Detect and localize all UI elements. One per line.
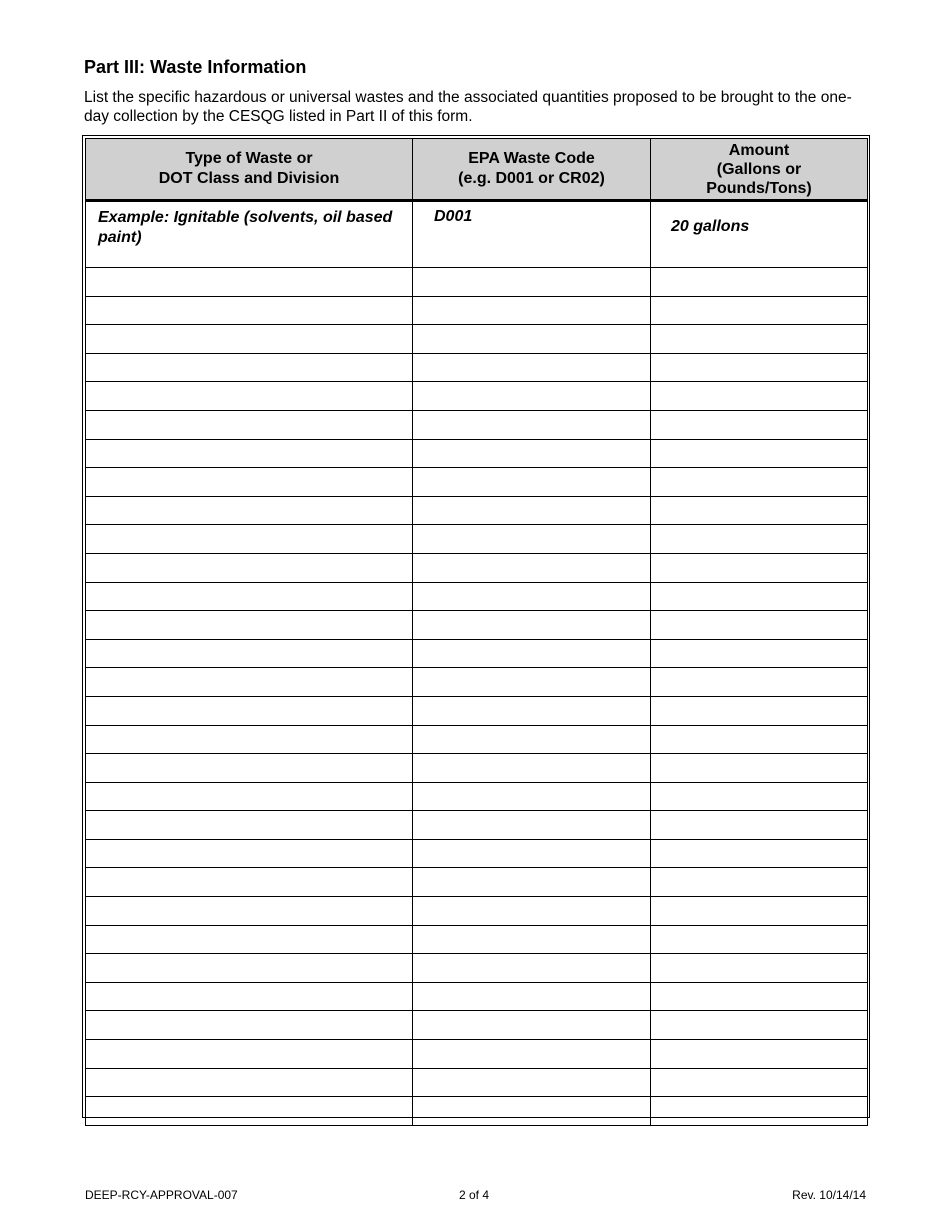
table-row xyxy=(86,696,868,725)
waste-type-cell[interactable] xyxy=(86,782,413,811)
example-epa-code: D001 xyxy=(413,202,651,268)
waste-type-cell[interactable] xyxy=(86,382,413,411)
table-row xyxy=(86,468,868,497)
epa-code-cell[interactable] xyxy=(413,1011,651,1040)
waste-type-cell[interactable] xyxy=(86,496,413,525)
table-row xyxy=(86,668,868,697)
epa-code-cell[interactable] xyxy=(413,496,651,525)
table-row xyxy=(86,268,868,297)
table-row xyxy=(86,353,868,382)
header-waste-type xyxy=(86,139,413,201)
amount-cell[interactable] xyxy=(651,696,868,725)
table-row xyxy=(86,1040,868,1069)
epa-code-cell[interactable] xyxy=(413,353,651,382)
epa-code-cell[interactable] xyxy=(413,696,651,725)
waste-type-cell[interactable] xyxy=(86,925,413,954)
amount-cell[interactable] xyxy=(651,1011,868,1040)
epa-code-cell[interactable] xyxy=(413,668,651,697)
table-row xyxy=(86,982,868,1011)
table-row xyxy=(86,325,868,354)
epa-code-cell[interactable] xyxy=(413,925,651,954)
header-waste-type-line2: DOT Class and Division xyxy=(158,170,340,187)
table-row xyxy=(86,754,868,783)
waste-type-cell[interactable] xyxy=(86,325,413,354)
epa-code-cell[interactable] xyxy=(413,639,651,668)
waste-type-cell[interactable] xyxy=(86,982,413,1011)
table-row xyxy=(86,582,868,611)
amount-cell[interactable] xyxy=(651,296,868,325)
amount-cell[interactable] xyxy=(651,611,868,640)
epa-code-cell[interactable] xyxy=(413,468,651,497)
page-number: 2 of 4 xyxy=(459,1188,490,1202)
epa-code-cell[interactable] xyxy=(413,1068,651,1097)
waste-type-cell[interactable] xyxy=(86,754,413,783)
table-row xyxy=(86,782,868,811)
waste-type-cell[interactable] xyxy=(86,668,413,697)
epa-code-cell[interactable] xyxy=(413,553,651,582)
waste-type-cell[interactable] xyxy=(86,897,413,926)
epa-code-cell[interactable] xyxy=(413,410,651,439)
amount-cell[interactable] xyxy=(651,639,868,668)
table-row xyxy=(86,1011,868,1040)
revision-date: Rev. 10/14/14 xyxy=(792,1188,866,1202)
amount-cell[interactable] xyxy=(651,725,868,754)
amount-cell[interactable] xyxy=(651,496,868,525)
amount-cell[interactable] xyxy=(651,1097,868,1126)
epa-code-cell[interactable] xyxy=(413,611,651,640)
amount-cell[interactable] xyxy=(651,325,868,354)
amount-cell[interactable] xyxy=(651,982,868,1011)
table-row xyxy=(86,496,868,525)
waste-type-cell[interactable] xyxy=(86,1040,413,1069)
epa-code-cell[interactable] xyxy=(413,954,651,983)
waste-type-cell[interactable] xyxy=(86,525,413,554)
table-row xyxy=(86,525,868,554)
epa-code-cell[interactable] xyxy=(413,525,651,554)
waste-type-cell[interactable] xyxy=(86,811,413,840)
waste-type-cell[interactable] xyxy=(86,725,413,754)
header-amount xyxy=(651,139,868,201)
epa-code-cell[interactable] xyxy=(413,1097,651,1126)
table-row xyxy=(86,382,868,411)
table-row xyxy=(86,839,868,868)
waste-type-cell[interactable] xyxy=(86,639,413,668)
waste-type-cell[interactable] xyxy=(86,696,413,725)
table-row xyxy=(86,868,868,897)
epa-code-cell[interactable] xyxy=(413,582,651,611)
amount-cell[interactable] xyxy=(651,811,868,840)
header-epa-code-line2: (e.g. D001 or CR02) xyxy=(458,170,605,187)
epa-code-cell[interactable] xyxy=(413,811,651,840)
amount-cell[interactable] xyxy=(651,954,868,983)
amount-cell[interactable] xyxy=(651,268,868,297)
epa-code-cell[interactable] xyxy=(413,982,651,1011)
header-epa-code-line1: EPA Waste Code xyxy=(468,150,595,167)
epa-code-cell[interactable] xyxy=(413,296,651,325)
table-row xyxy=(86,410,868,439)
amount-cell[interactable] xyxy=(651,553,868,582)
amount-cell[interactable] xyxy=(651,353,868,382)
header-waste-type-line1: Type of Waste or xyxy=(185,150,313,167)
amount-cell[interactable] xyxy=(651,668,868,697)
amount-cell[interactable] xyxy=(651,754,868,783)
example-row xyxy=(86,202,868,268)
table-row xyxy=(86,954,868,983)
table-row xyxy=(86,296,868,325)
waste-table-frame xyxy=(82,135,870,1118)
epa-code-cell[interactable] xyxy=(413,754,651,783)
table-row xyxy=(86,925,868,954)
table-row xyxy=(86,439,868,468)
waste-type-cell[interactable] xyxy=(86,868,413,897)
example-waste-type: Example: Ignitable (solvents, oil based paint) xyxy=(86,202,413,268)
header-amount-line2: (Gallons or xyxy=(716,160,802,178)
epa-code-cell[interactable] xyxy=(413,839,651,868)
epa-code-cell[interactable] xyxy=(413,268,651,297)
epa-code-cell[interactable] xyxy=(413,868,651,897)
table-row xyxy=(86,897,868,926)
intro-text: List the specific hazardous or universal wastes and the associated quantities proposed to be brought to the one-day collection by the CESQG listed in Part II of this form. xyxy=(84,89,852,125)
amount-cell[interactable] xyxy=(651,868,868,897)
table-row xyxy=(86,725,868,754)
table-row xyxy=(86,611,868,640)
epa-code-cell[interactable] xyxy=(413,782,651,811)
part-title: Part III: Waste Information xyxy=(84,57,307,77)
header-amount-line1: Amount xyxy=(728,141,790,159)
waste-type-cell[interactable] xyxy=(86,439,413,468)
form-id: DEEP-RCY-APPROVAL-007 xyxy=(85,1188,238,1202)
table-row xyxy=(86,1097,868,1126)
amount-cell[interactable] xyxy=(651,410,868,439)
header-amount-line3: Pounds/Tons) xyxy=(706,179,812,197)
amount-cell[interactable] xyxy=(651,582,868,611)
waste-type-cell[interactable] xyxy=(86,468,413,497)
amount-cell[interactable] xyxy=(651,782,868,811)
waste-type-cell[interactable] xyxy=(86,582,413,611)
waste-type-cell[interactable] xyxy=(86,1011,413,1040)
waste-type-cell[interactable] xyxy=(86,268,413,297)
epa-code-cell[interactable] xyxy=(413,725,651,754)
amount-cell[interactable] xyxy=(651,925,868,954)
table-row xyxy=(86,553,868,582)
table-row xyxy=(86,639,868,668)
epa-code-cell[interactable] xyxy=(413,897,651,926)
waste-type-cell[interactable] xyxy=(86,1068,413,1097)
waste-table xyxy=(85,138,868,1126)
example-amount: 20 gallons xyxy=(651,202,868,268)
epa-code-cell[interactable] xyxy=(413,439,651,468)
table-row xyxy=(86,811,868,840)
amount-cell[interactable] xyxy=(651,897,868,926)
waste-type-cell[interactable] xyxy=(86,353,413,382)
amount-cell[interactable] xyxy=(651,1068,868,1097)
epa-code-cell[interactable] xyxy=(413,382,651,411)
amount-cell[interactable] xyxy=(651,439,868,468)
amount-cell[interactable] xyxy=(651,839,868,868)
waste-type-cell[interactable] xyxy=(86,954,413,983)
amount-cell[interactable] xyxy=(651,382,868,411)
waste-type-cell[interactable] xyxy=(86,553,413,582)
amount-cell[interactable] xyxy=(651,525,868,554)
amount-cell[interactable] xyxy=(651,1040,868,1069)
waste-type-cell[interactable] xyxy=(86,611,413,640)
table-row xyxy=(86,1068,868,1097)
waste-type-cell[interactable] xyxy=(86,839,413,868)
waste-type-cell[interactable] xyxy=(86,410,413,439)
epa-code-cell[interactable] xyxy=(413,1040,651,1069)
header-row xyxy=(86,139,868,201)
header-epa-code xyxy=(413,139,651,201)
waste-type-cell[interactable] xyxy=(86,296,413,325)
waste-type-cell[interactable] xyxy=(86,1097,413,1126)
epa-code-cell[interactable] xyxy=(413,325,651,354)
amount-cell[interactable] xyxy=(651,468,868,497)
